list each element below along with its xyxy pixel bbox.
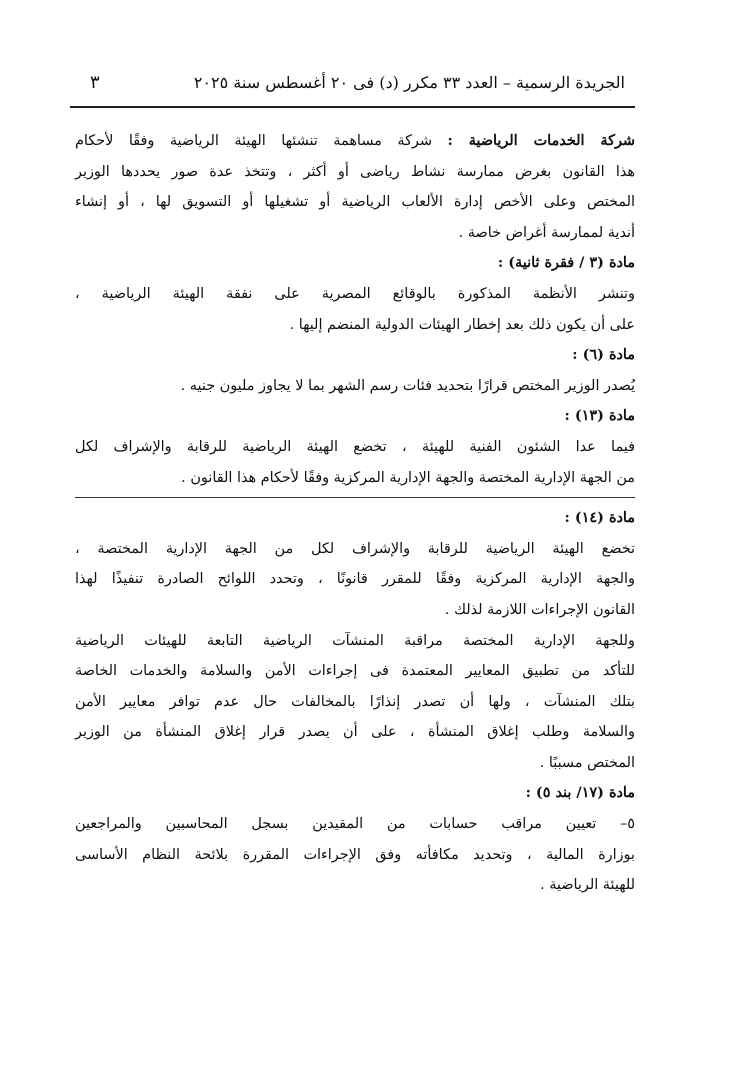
- term-lead: شركة الخدمات الرياضية :: [447, 132, 635, 149]
- paragraph-line: من الجهة الإدارية المختصة والجهة الإدارية المركزية وفقًا لأحكام هذا القانون .: [181, 469, 635, 486]
- paragraph-line: بتلك المنشآت ، ولها أن تصدر إنذارًا بالمخالفات حال عدم توافر معايير الأمن: [75, 693, 635, 710]
- paragraph-line: والسلامة وطلب إغلاق المنشأة ، على أن يصدر قرار إغلاق المنشأة من الوزير: [75, 724, 635, 741]
- paragraph-line: وتنشر الأنظمة المذكورة بالوقائع المصرية على نفقة الهيئة الرياضية ،: [75, 285, 635, 302]
- paragraph-line: فيما عدا الشئون الفنية للهيئة ، تخضع الهيئة الرياضية للرقابة والإشراف لكل: [75, 438, 635, 455]
- page-number: ٣: [90, 71, 100, 93]
- document-body: [75, 126, 635, 901]
- paragraph-line: للهيئة الرياضية .: [540, 877, 635, 894]
- section-divider: [75, 497, 635, 498]
- paragraph-line: والجهة الإدارية المركزية وفقًا للمقرر قانونًا ، وتحدد اللوائح الصادرة تنفيذًا لهذا: [75, 571, 635, 588]
- paragraph-line: تخضع الهيئة الرياضية للرقابة والإشراف لكل من الجهة الإدارية المختصة ،: [75, 540, 635, 557]
- header-rule: [70, 106, 635, 108]
- term-definition: شركة مساهمة تنشئها الهيئة الرياضية وفقًا لأحكام: [75, 133, 448, 149]
- paragraph-line: ٥– تعيين مراقب حسابات من المقيدين بسجل المحاسبين والمراجعين: [75, 816, 635, 833]
- paragraph-line: القانون الإجراءات اللازمة لذلك .: [444, 601, 635, 618]
- paragraph-line: يُصدر الوزير المختص قرارًا بتحديد فئات رسم الشهر بما لا يجاوز مليون جنيه .: [180, 377, 635, 394]
- paragraph-line: هذا القانون بغرض ممارسة نشاط رياضى أو أكثر ، وتتخذ عدة صور يحددها الوزير: [75, 163, 635, 180]
- article-heading: مادة (١٣) :: [564, 407, 635, 425]
- article-heading: مادة (١٧/ بند ٥) :: [525, 784, 635, 802]
- paragraph-line: أندية لممارسة أغراض خاصة .: [458, 224, 635, 241]
- paragraph-line: على أن يكون ذلك بعد إخطار الهيئات الدولية المنضم إليها .: [289, 316, 635, 333]
- paragraph-line: للتأكد من تطبيق المعايير المعتمدة فى إجراءات الأمن والسلامة والخدمات الخاصة: [75, 663, 635, 680]
- paragraph-line: [75, 126, 635, 157]
- paragraph-line: المختص مسببًا .: [539, 754, 635, 771]
- article-heading: مادة (٦) :: [572, 346, 635, 364]
- article-heading: مادة (٣ / فقرة ثانية) :: [497, 254, 635, 272]
- paragraph-line: المختص وعلى الأخص إدارة الألعاب الرياضية أو تشغيلها أو التسويق لها ، أو إنشاء: [75, 194, 635, 211]
- article-heading: مادة (١٤) :: [564, 509, 635, 527]
- paragraph-line: بوزارة المالية ، وتحديد مكافأته وفق الإجراءات المقررة بلائحة النظام الأساسى: [75, 846, 635, 863]
- page-header: [90, 68, 625, 96]
- paragraph-line: وللجهة الإدارية المختصة مراقبة المنشآت الرياضية التابعة للهيئات الرياضية: [75, 632, 635, 649]
- header-title: الجريدة الرسمية – العدد ٣٣ مكرر (د) فى ٢٠ أغسطس سنة ٢٠٢٥: [193, 72, 625, 92]
